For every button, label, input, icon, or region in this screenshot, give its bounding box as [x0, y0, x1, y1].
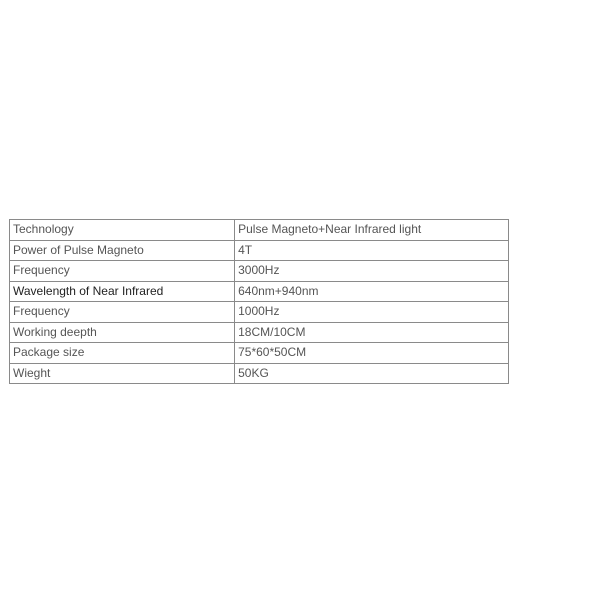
table-row — [10, 240, 509, 261]
table-row — [10, 343, 509, 364]
table-row — [10, 281, 509, 302]
spec-label-power: Power of Pulse Magneto — [10, 240, 235, 261]
spec-table — [9, 219, 509, 384]
spec-label-weight: Wieght — [10, 363, 235, 384]
spec-label-wavelength: Wavelength of Near Infrared — [10, 281, 235, 302]
spec-label-technology: Technology — [10, 220, 235, 241]
spec-label-frequency: Frequency — [10, 261, 235, 282]
spec-value-power: 4T — [235, 240, 509, 261]
table-row — [10, 220, 509, 241]
spec-value-technology: Pulse Magneto+Near Infrared light — [235, 220, 509, 241]
spec-label-frequency-2: Frequency — [10, 302, 235, 323]
spec-label-working-depth: Working deepth — [10, 322, 235, 343]
spec-value-weight: 50KG — [235, 363, 509, 384]
spec-value-working-depth: 18CM/10CM — [235, 322, 509, 343]
table-row — [10, 322, 509, 343]
spec-value-frequency-2: 1000Hz — [235, 302, 509, 323]
spec-value-wavelength: 640nm+940nm — [235, 281, 509, 302]
spec-value-package-size: 75*60*50CM — [235, 343, 509, 364]
table-row — [10, 302, 509, 323]
table-row — [10, 363, 509, 384]
spec-label-package-size: Package size — [10, 343, 235, 364]
spec-value-frequency: 3000Hz — [235, 261, 509, 282]
table-row — [10, 261, 509, 282]
